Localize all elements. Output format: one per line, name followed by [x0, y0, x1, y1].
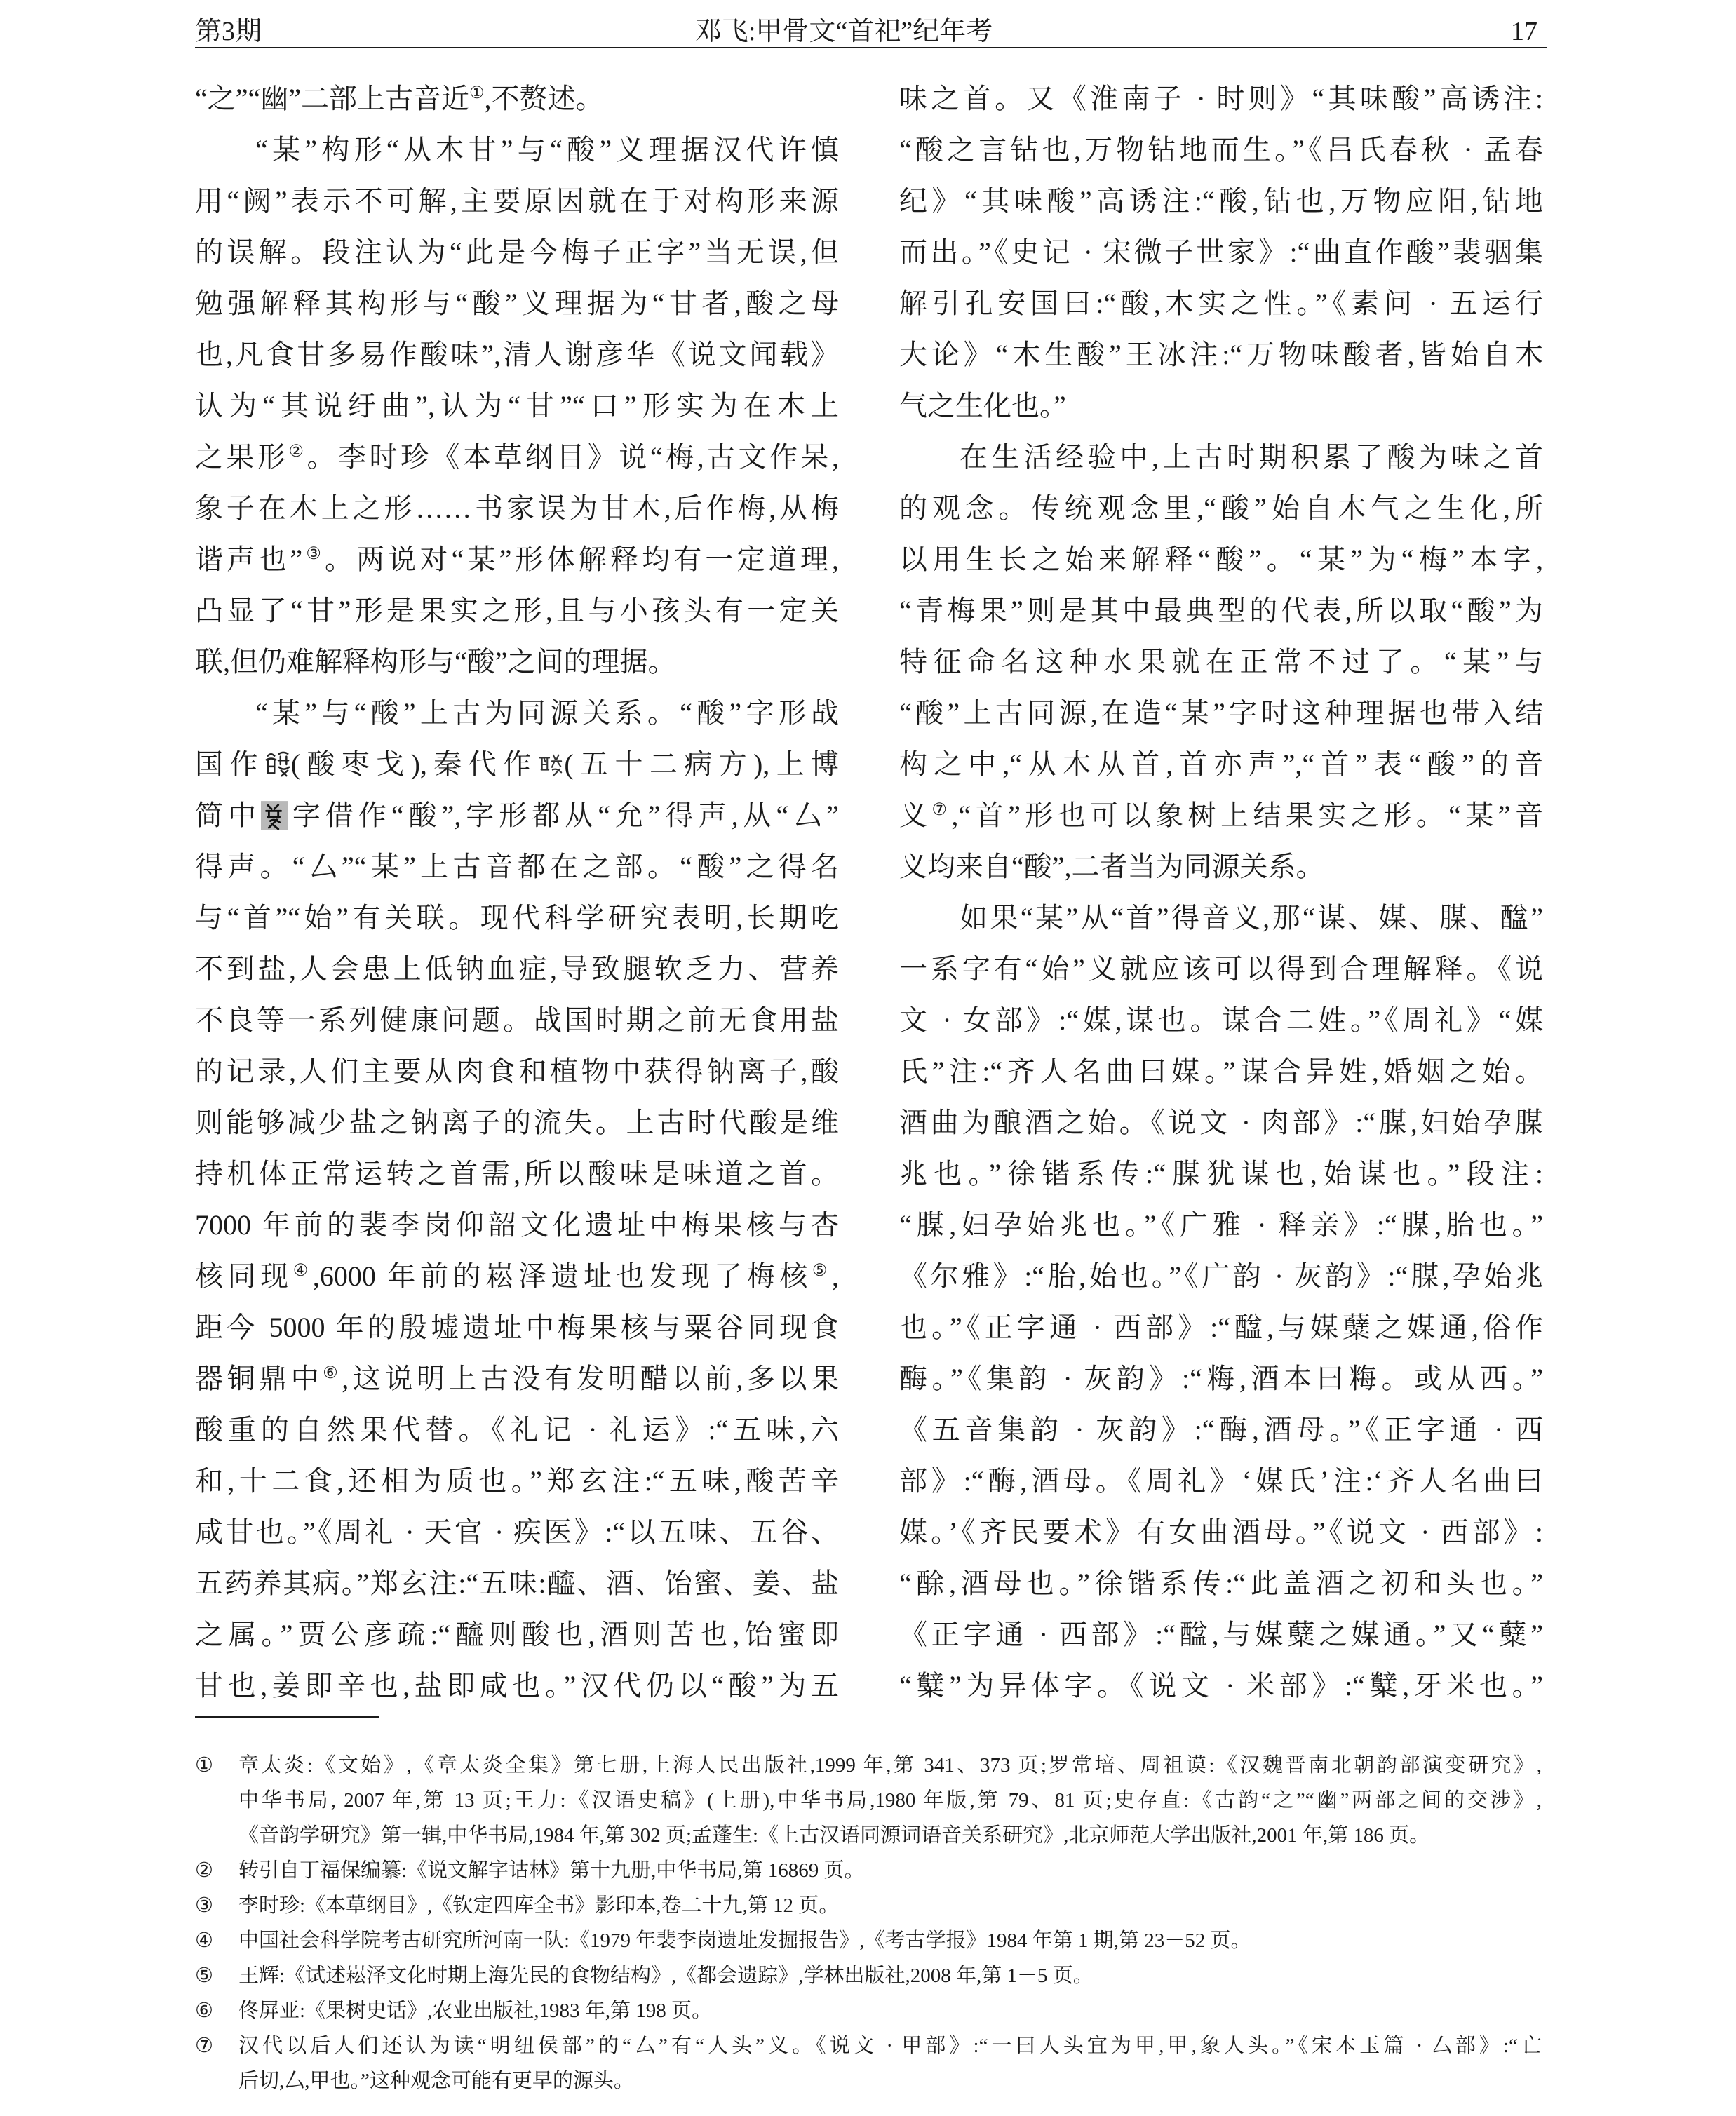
text-run: 不良等一系列健康问题。战国时期之前无食用盐 — [195, 1004, 839, 1036]
left-column — [195, 73, 839, 1711]
text-run: 大论》“木生酸”王冰注:“万物味酸者,皆始自木 — [899, 339, 1543, 370]
text-line — [899, 1199, 1543, 1251]
footnote-marker: ⑤ — [195, 1965, 213, 1987]
paragraph-first-line — [195, 687, 839, 739]
footnote-reference: ④ — [292, 1262, 313, 1280]
footnote-reference: ① — [469, 84, 485, 102]
footnotes — [195, 1748, 1542, 2098]
text-line — [899, 1251, 1543, 1302]
text-run: 也,凡食甘多易作酸味”,清人谢彦华《说文闻载》 — [195, 339, 839, 370]
text-run: 也。”《正字通 · 西部》:“䤈,与媒糵之媒通,俗作 — [899, 1312, 1543, 1343]
footnote-reference: ⑤ — [812, 1262, 833, 1280]
text-run: 纪》“其味酸”高诱注:“酸,钻也,万物应阳,钻地 — [899, 185, 1543, 217]
text-line — [195, 1558, 839, 1609]
text-line — [195, 1148, 839, 1199]
text-run: 解引孔安国曰:“酸,木实之性。”《素问 · 五运行 — [899, 288, 1543, 319]
footnote-text — [238, 1993, 1542, 2028]
text-line — [899, 1404, 1543, 1455]
text-line — [195, 1251, 839, 1302]
text-line — [195, 1455, 839, 1507]
text-line — [899, 380, 1543, 431]
text-line — [899, 995, 1543, 1046]
text-line — [195, 585, 839, 636]
page-number: 17 — [1511, 17, 1537, 46]
text-run: “之”“幽”二部上古音近 — [195, 83, 470, 114]
text-run: “某”与“酸”上古为同源关系。“酸”字形战 — [255, 697, 839, 729]
text-run: 则能够减少盐之钠离子的流失。上古时代酸是维 — [195, 1107, 839, 1138]
text-line — [899, 483, 1543, 534]
text-run: 一系字有“始”义就应该可以得到合理解释。《说 — [899, 953, 1543, 985]
text-run: ,不赘述。 — [484, 83, 604, 114]
text-run: 味之首。又《淮南子 · 时则》“其味酸”高诱注: — [899, 83, 1543, 114]
text-line — [899, 1353, 1543, 1404]
footnote-item — [195, 1958, 1542, 1993]
text-run: 联,但仍难解释构形与“酸”之间的理据。 — [195, 646, 676, 678]
text-line — [899, 1302, 1543, 1353]
footnote-item — [195, 1748, 1542, 1853]
footnote-item — [195, 2028, 1542, 2098]
text-line — [195, 534, 839, 585]
text-line — [195, 1660, 839, 1711]
text-line — [195, 1302, 839, 1353]
text-line — [899, 687, 1543, 739]
header-rule — [195, 47, 1547, 48]
text-line — [195, 278, 839, 329]
footnote-text — [238, 1958, 1542, 1993]
text-line — [899, 1148, 1543, 1199]
text-line — [899, 278, 1543, 329]
paragraph-first-line — [195, 124, 839, 175]
footnote-marker: ② — [195, 1859, 213, 1882]
text-run: “酸之言钻也,万物钻地而生。”《吕氏春秋 · 孟春 — [899, 134, 1543, 166]
text-line — [195, 739, 839, 790]
footnote-line: 佟屏亚:《果树史话》,农业出版社,1983 年,第 198 页。 — [238, 2000, 713, 2022]
qin-slip-glyph-icon — [537, 750, 564, 779]
text-line — [195, 1507, 839, 1558]
text-run: 不到盐,人会患上低钠血症,导致腿软乏力、营养 — [195, 953, 839, 985]
footnote-line: 中华书局, 2007 年,第 13 页;王力:《汉语史稿》(上册),中华书局,1980 年版,第 79、81 页;史存直:《古韵“之”“幽”两部之间的交涉》, — [238, 1789, 1542, 1812]
footnote-rule — [195, 1716, 379, 1718]
text-run: 距今 5000 年的殷墟遗址中梅果核与粟谷同现食 — [195, 1312, 839, 1343]
running-title: 邓飞:甲骨文“首祀”纪年考 — [694, 17, 993, 46]
text-line — [195, 380, 839, 431]
paragraph-first-line — [899, 431, 1543, 483]
footnote-reference: ⑥ — [323, 1364, 342, 1382]
text-run: 构之中,“从木从首,首亦声”,“首”表“酸”的音 — [899, 748, 1543, 780]
footnote-item — [195, 1853, 1542, 1888]
text-run: 《正字通 · 西部》:“䤈,与媒糵之媒通。”又“糵” — [899, 1619, 1543, 1650]
text-run: 的记录,人们主要从肉食和植物中获得钠离子,酸 — [195, 1056, 839, 1087]
text-run: 谐声也” — [195, 544, 303, 575]
text-run: , — [832, 1260, 840, 1292]
text-run: 与“首”“始”有关联。现代科学研究表明,长期吃 — [195, 902, 839, 934]
footnote-text — [238, 2028, 1542, 2098]
chu-slip-glyph-icon — [261, 801, 288, 830]
text-run: 气之生化也。” — [899, 390, 1066, 422]
text-line — [195, 1353, 839, 1404]
text-line — [195, 1199, 839, 1251]
text-line — [899, 1046, 1543, 1097]
text-line — [195, 790, 839, 841]
text-run: 的观念。传统观念里,“酸”始自木气之生化,所 — [899, 492, 1543, 524]
text-line — [899, 534, 1543, 585]
text-line — [195, 227, 839, 278]
footnote-item — [195, 1993, 1542, 2028]
text-line — [195, 636, 839, 687]
text-run: 认为“其说纡曲”,认为“甘”“口”形实为在木上 — [195, 390, 839, 422]
text-run: “青梅果”则是其中最典型的代表,所以取“酸”为 — [899, 595, 1543, 626]
text-line — [899, 124, 1543, 175]
text-line — [899, 739, 1543, 790]
footnote-reference: ⑦ — [931, 801, 952, 819]
text-run: “酴,酒母也。”徐锴系传:“此盖酒之初和头也。” — [899, 1568, 1543, 1599]
text-line — [899, 227, 1543, 278]
text-run: 之果形 — [195, 441, 289, 473]
text-line — [899, 329, 1543, 380]
footnote-text — [238, 1748, 1542, 1853]
text-line — [899, 790, 1543, 841]
text-run: 国作 — [195, 748, 264, 780]
text-run: 义 — [899, 800, 932, 831]
footnote-line: 《音韵学研究》第一辑,中华书局,1984 年,第 302 页;孟蓬生:《上古汉语同源词语音关系研究》,北京师范大学出版社,2001 年,第 186 页。 — [238, 1824, 1430, 1847]
footnote-text — [238, 1888, 1542, 1923]
text-line — [899, 1507, 1543, 1558]
footnote-item — [195, 1923, 1542, 1958]
text-run: 酶。”《集韵 · 灰韵》:“䊈,酒本曰䊈。或从西。” — [899, 1363, 1543, 1394]
text-run: 7000 年前的裴李岗仰韶文化遗址中梅果核与杏 — [195, 1209, 839, 1241]
text-line — [195, 943, 839, 995]
footnote-line: 王辉:《试述崧泽文化时期上海先民的食物结构》,《都会遗踪》,学林出版社,2008 年,第 1－5 页。 — [238, 1965, 1094, 1987]
text-run: 用“阙”表示不可解,主要原因就在于对构形来源 — [195, 185, 839, 217]
text-run: 《五音集韵 · 灰韵》:“酶,酒母。”《正字通 · 西 — [899, 1414, 1543, 1446]
text-line — [195, 483, 839, 534]
text-line — [195, 431, 839, 483]
text-run: “某”构形“从木甘”与“酸”义理据汉代许慎 — [255, 134, 839, 166]
text-run: ,6000 年前的崧泽遗址也发现了梅核 — [312, 1260, 812, 1292]
text-run: 酸重的自然果代替。《礼记 · 礼运》:“五味,六 — [195, 1414, 839, 1446]
text-line — [195, 892, 839, 943]
text-line — [899, 1609, 1543, 1660]
footnote-marker: ⑥ — [195, 2000, 213, 2022]
text-line — [195, 1609, 839, 1660]
text-run: 字借作“酸”,字形都从“允”得声,从“厶” — [287, 800, 839, 831]
text-run: 简中 — [195, 800, 261, 831]
text-line — [195, 73, 839, 124]
text-run: 特征命名这种水果就在正常不过了。“某”与 — [899, 646, 1543, 678]
text-run: 和,十二食,还相为质也。”郑玄注:“五味,酸苦辛 — [195, 1465, 839, 1497]
text-run: “腜,妇孕始兆也。”《广雅 · 释亲》:“腜,胎也。” — [899, 1209, 1543, 1241]
text-run: 咸甘也。”《周礼 · 天官 · 疾医》:“以五味、五谷、 — [195, 1516, 839, 1548]
text-line — [899, 636, 1543, 687]
text-line — [195, 1404, 839, 1455]
text-run: 文 · 女部》:“媒,谋也。谋合二姓。”《周礼》“媒 — [899, 1004, 1543, 1036]
text-line — [899, 1660, 1543, 1711]
text-line — [899, 1558, 1543, 1609]
text-run: 《尔雅》:“胎,始也。”《广韵 · 灰韵》:“腜,孕始兆 — [899, 1260, 1543, 1292]
footnote-reference: ② — [288, 443, 307, 461]
text-line — [195, 995, 839, 1046]
footnote-marker: ④ — [195, 1929, 213, 1952]
text-line — [899, 175, 1543, 227]
text-run: 如果“某”从“首”得音义,那“谋、媒、腜、䤈” — [960, 902, 1543, 934]
text-run: 在生活经验中,上古时期积累了酸为味之首 — [960, 441, 1543, 473]
paragraph-first-line — [899, 892, 1543, 943]
text-line — [899, 585, 1543, 636]
text-run: 的误解。段注认为“此是今梅子正字”当无误,但 — [195, 236, 839, 268]
text-line — [195, 175, 839, 227]
text-line — [899, 841, 1543, 892]
text-run: 器铜鼎中 — [195, 1363, 323, 1394]
text-run: 氏”注:“齐人名曲曰媒。”谋合异姓,婚姻之始。 — [899, 1056, 1543, 1087]
text-run: “糱”为异体字。《说文 · 米部》:“糱,牙米也。” — [899, 1670, 1543, 1701]
right-column — [899, 73, 1543, 1711]
footnote-marker: ③ — [195, 1894, 213, 1917]
footnote-line: 章太炎:《文始》,《章太炎全集》第七册,上海人民出版社,1999 年,第 341、373 页;罗常培、周祖谟:《汉魏晋南北朝韵部演变研究》, — [238, 1754, 1542, 1777]
footnote-item — [195, 1888, 1542, 1923]
text-line — [899, 1097, 1543, 1148]
text-run: 兆也。”徐锴系传:“腜犹谋也,始谋也。”段注: — [899, 1158, 1543, 1190]
text-line — [899, 1455, 1543, 1507]
text-line — [195, 1046, 839, 1097]
text-run: “酸”上古同源,在造“某”字时这种理据也带入结 — [899, 697, 1543, 729]
bronze-script-glyph-icon — [264, 750, 291, 779]
text-run: 酒曲为酿酒之始。《说文 · 肉部》:“腜,妇始孕腜 — [899, 1107, 1543, 1138]
text-line — [195, 329, 839, 380]
text-run: 。两说对“某”形体解释均有一定道理, — [325, 544, 839, 575]
text-line — [195, 841, 839, 892]
text-run: 部》:“酶,酒母。《周礼》‘媒氏’注:‘齐人名曲曰 — [899, 1465, 1543, 1497]
text-run: 甘也,姜即辛也,盐即咸也。”汉代仍以“酸”为五 — [195, 1670, 839, 1701]
text-run: (五十二病方),上博 — [564, 748, 840, 780]
text-run: ,这说明上古没有发明醋以前,多以果 — [342, 1363, 839, 1394]
footnote-marker: ① — [195, 1754, 213, 1777]
text-run: ,“首”形也可以象树上结果实之形。“某”音 — [951, 800, 1544, 831]
text-run: 象子在木上之形……书家误为甘木,后作梅,从梅 — [195, 492, 839, 524]
footnote-line: 李时珍:《本草纲目》,《钦定四库全书》影印本,卷二十九,第 12 页。 — [238, 1894, 840, 1917]
footnote-line: 汉代以后人们还认为读“明纽侯部”的“厶”有“人头”义。《说文 · 甲部》:“一曰人头宜为甲,甲,象人头。”《宋本玉篇 · 厶部》:“亡 — [238, 2035, 1542, 2057]
issue-number: 第3期 — [195, 17, 262, 46]
text-run: 媒。’《齐民要术》有女曲酒母。”《说文 · 西部》: — [899, 1516, 1543, 1548]
text-run: 以用生长之始来解释“酸”。“某”为“梅”本字, — [899, 544, 1543, 575]
text-run: 之属。”贾公彦疏:“醯则酸也,酒则苦也,饴蜜即 — [195, 1619, 839, 1650]
text-run: 而出。”《史记 · 宋微子世家》:“曲直作酸”裴骃集 — [899, 236, 1543, 268]
text-run: 。李时珍《本草纲目》说“梅,古文作呆, — [307, 441, 840, 473]
text-run: 勉强解释其构形与“酸”义理据为“甘者,酸之母 — [195, 288, 839, 319]
footnote-text — [238, 1923, 1542, 1958]
footnote-line: 后切,厶,甲也。”这种观念可能有更早的源头。 — [238, 2070, 634, 2092]
text-line — [195, 1097, 839, 1148]
text-run: 持机体正常运转之首需,所以酸味是味道之首。 — [195, 1158, 839, 1190]
text-line — [899, 73, 1543, 124]
footnote-text — [238, 1853, 1542, 1888]
footnote-line: 转引自丁福保编纂:《说文解字诂林》第十九册,中华书局,第 16869 页。 — [238, 1859, 865, 1882]
footnote-marker: ⑦ — [195, 2035, 213, 2057]
footnote-reference: ③ — [302, 545, 325, 563]
text-run: 义均来自“酸”,二者当为同源关系。 — [899, 851, 1324, 882]
text-run: 五药养其病。”郑玄注:“五味:醯、酒、饴蜜、姜、盐 — [195, 1568, 839, 1599]
text-run: 凸显了“甘”形是果实之形,且与小孩头有一定关 — [195, 595, 839, 626]
text-line — [899, 943, 1543, 995]
text-run: 核同现 — [195, 1260, 293, 1292]
footnote-line: 中国社会科学院考古研究所河南一队:《1979 年裴李岗遗址发掘报告》,《考古学报》1984 年第 1 期,第 23－52 页。 — [238, 1929, 1251, 1952]
text-run: (酸枣戈),秦代作 — [290, 748, 538, 780]
text-run: 得声。“厶”“某”上古音都在之部。“酸”之得名 — [195, 851, 839, 882]
